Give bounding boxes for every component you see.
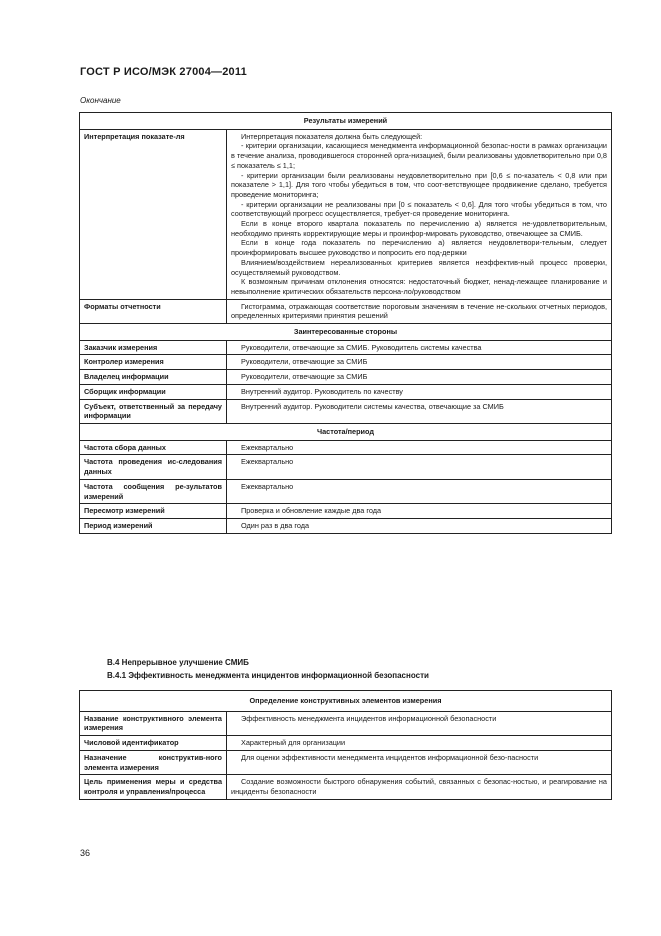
stakeholder-label: Контролер измерения bbox=[80, 355, 227, 370]
table-row bbox=[80, 370, 612, 385]
table-row bbox=[80, 440, 612, 455]
frequency-label: Частота проведения ис-следования данных bbox=[80, 455, 227, 479]
frequency-label: Пересмотр измерений bbox=[80, 504, 227, 519]
stakeholder-value bbox=[227, 384, 612, 399]
stakeholder-value bbox=[227, 355, 612, 370]
table-header-row bbox=[80, 691, 612, 712]
cell-text: Эффективность менеджмента инцидентов информационной безопасности bbox=[241, 713, 497, 723]
document-title: ГОСТ Р ИСО/МЭК 27004—2011 bbox=[80, 66, 247, 78]
table-row bbox=[80, 750, 612, 774]
stakeholder-label: Владелец информации bbox=[80, 370, 227, 385]
stakeholder-value bbox=[227, 340, 612, 355]
construct-label: Название конструктивного элемента измерения bbox=[80, 711, 227, 735]
table-header-row bbox=[80, 113, 612, 130]
frequency-label: Частота сообщения ре-зультатов измерений bbox=[80, 479, 227, 503]
construct-label: Числовой идентификатор bbox=[80, 736, 227, 751]
construct-header: Определение конструктивных элементов измерения bbox=[80, 691, 612, 712]
interpretation-paragraph: - критерии организации не реализованы при [0 ≤ показатель < 0,6]. Для того чтобы убедиться в том, что соответствующий прогресс осуществляется, требует-ся проведение мониторинга. bbox=[231, 199, 607, 219]
construct-label: Цель применения меры и средства контроля и управления/процесса bbox=[80, 775, 227, 799]
cell-text: Ежеквартально bbox=[241, 442, 294, 452]
interpretation-paragraph: Влиянием/воздействием нереализованных критериев является неэффектив-ный процесс проверки, осуществляемый руководством. bbox=[231, 257, 607, 277]
interpretation-label: Интерпретация показате-ля bbox=[80, 129, 227, 299]
cell-text: Один раз в два года bbox=[241, 520, 310, 530]
stakeholder-value bbox=[227, 399, 612, 423]
frequency-value bbox=[227, 440, 612, 455]
frequency-label: Период измерений bbox=[80, 518, 227, 533]
section-b41-heading: B.4.1 Эффективность менеджмента инцидентов информационной безопасности bbox=[107, 671, 429, 680]
construct-value bbox=[227, 736, 612, 751]
table-row bbox=[80, 129, 612, 299]
page-number: 36 bbox=[80, 848, 91, 858]
formats-label: Форматы отчетности bbox=[80, 299, 227, 323]
table-header-row bbox=[80, 324, 612, 341]
cell-text: Создание возможности быстрого обнаружения событий, связанных с безопас-ностью, и реагирование на инциденты безопасности bbox=[231, 777, 607, 796]
table-row bbox=[80, 399, 612, 423]
frequency-value bbox=[227, 455, 612, 479]
table-row bbox=[80, 455, 612, 479]
table-row bbox=[80, 479, 612, 503]
cell-text: Руководители, отвечающие за СМИБ bbox=[241, 372, 368, 382]
construct-value bbox=[227, 711, 612, 735]
table-row bbox=[80, 504, 612, 519]
interpretation-paragraph: Если в конце второго квартала показатель по перечислению а) является не-удовлетворительным, необходимо принять корректирующие меры и проинфор-мировать руководство, отвечающее за СМИБ. bbox=[231, 219, 607, 238]
construct-value bbox=[227, 775, 612, 799]
formats-value bbox=[227, 299, 612, 323]
cell-text: Внутренний аудитор. Руководитель по качеству bbox=[241, 386, 403, 396]
table-row bbox=[80, 775, 612, 799]
table-row bbox=[80, 384, 612, 399]
stakeholder-label: Субъект, ответственный за передачу информации bbox=[80, 399, 227, 423]
table-row bbox=[80, 736, 612, 751]
table-row bbox=[80, 711, 612, 735]
continued-label: Окончание bbox=[80, 96, 121, 105]
cell-text: Ежеквартально bbox=[241, 481, 294, 491]
stakeholders-header: Заинтересованные стороны bbox=[80, 324, 612, 341]
stakeholder-value bbox=[227, 370, 612, 385]
table-row bbox=[80, 299, 612, 323]
formats-text: Гистограмма, отражающая соответствие пороговым значениям в течение не-скольких отчетных периодов, определенных критериями принятия решений bbox=[231, 301, 607, 321]
interpretation-paragraph: - критерии организации, касающиеся менеджмента информационной безопас-ности в рамках организации в течение анализа, проводившегося сторонней орга-низацией, были реализованы удовлетворительно при 0,8 ≤ показатель ≤ 1,1; bbox=[231, 141, 607, 170]
section-b4-heading: B.4 Непрерывное улучшение СМИБ bbox=[107, 658, 249, 667]
results-header: Результаты измерений bbox=[80, 113, 612, 130]
cell-text: Внутренний аудитор. Руководители системы качества, отвечающие за СМИБ bbox=[241, 401, 504, 411]
table-row bbox=[80, 518, 612, 533]
construct-label: Назначение конструктив-ного элемента измерения bbox=[80, 750, 227, 774]
table-header-row bbox=[80, 423, 612, 440]
measurement-results-table bbox=[79, 112, 612, 534]
table-row bbox=[80, 340, 612, 355]
table-row bbox=[80, 355, 612, 370]
frequency-value bbox=[227, 518, 612, 533]
stakeholder-label: Заказчик измерения bbox=[80, 340, 227, 355]
construct-value bbox=[227, 750, 612, 774]
stakeholder-label: Сборщик информации bbox=[80, 384, 227, 399]
cell-text: Характерный для организации bbox=[241, 738, 346, 748]
cell-text: Для оценки эффективности менеджмента инцидентов информационной безо-пасности bbox=[241, 752, 539, 762]
frequency-label: Частота сбора данных bbox=[80, 440, 227, 455]
interpretation-paragraph: Интерпретация показателя должна быть следующей: bbox=[241, 131, 423, 141]
cell-text: Проверка и обновление каждые два года bbox=[241, 506, 382, 516]
cell-text: Руководители, отвечающие за СМИБ. Руководитель системы качества bbox=[241, 342, 482, 352]
frequency-value bbox=[227, 479, 612, 503]
cell-text: Ежеквартально bbox=[241, 457, 294, 467]
interpretation-paragraph: Если в конце года показатель по перечислению а) является неудовлетвори-тельным, следует проинформировать высшее руководство и попросить его под-держки bbox=[231, 238, 607, 258]
frequency-header: Частота/период bbox=[80, 423, 612, 440]
cell-text: Руководители, отвечающие за СМИБ bbox=[241, 357, 368, 367]
interpretation-paragraph: К возможным причинам отклонения относятся: недостаточный бюджет, ненад-лежащее планирование и невыполнение критических обязательств персона-ло/руководством bbox=[231, 277, 607, 296]
frequency-value bbox=[227, 504, 612, 519]
interpretation-paragraph: - критерии организации были реализованы неудовлетворительно при [0,6 ≤ по-казатель < 0,8 или при показателе > 1,1]. Для того чтобы убедиться в том, что соот-ветствующее продвижение сделано, требуется проведение мониторинга; bbox=[231, 170, 607, 199]
construct-definition-table bbox=[79, 690, 612, 800]
interpretation-value bbox=[227, 129, 612, 299]
